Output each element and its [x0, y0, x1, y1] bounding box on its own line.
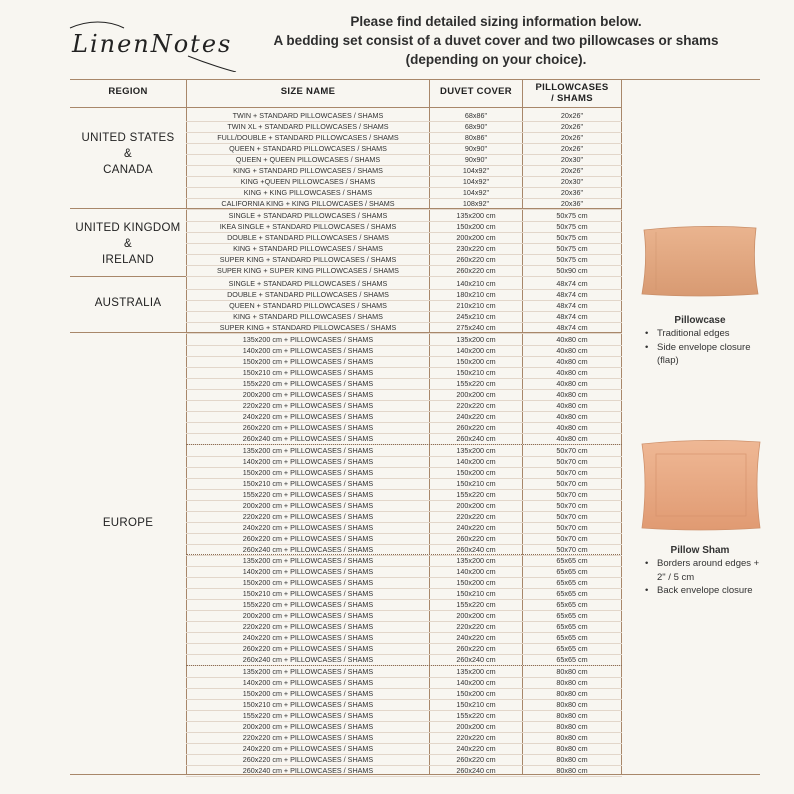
duvet-cover-cell: 220x220 cm: [456, 511, 496, 521]
pillowcase-cell: 65x65 cm: [556, 567, 588, 577]
pillowcase-cell: 40x80 cm: [556, 401, 588, 411]
size-name-cell: 155x220 cm + PILLOWCASES / SHAMS: [242, 710, 374, 720]
duvet-cover-cell: 140x200 cm: [456, 346, 496, 356]
size-name-cell: 135x200 cm + PILLOWCASES / SHAMS: [242, 335, 374, 344]
pillowcase-cell: 65x65 cm: [556, 622, 588, 632]
duvet-cover-cell: 260x240 cm: [456, 655, 496, 665]
duvet-cover-cell: 90x90": [464, 144, 488, 154]
col-header-duvet: DUVET COVER: [440, 86, 512, 97]
region-australia: [72, 295, 184, 311]
region-label-line: &: [124, 238, 132, 250]
size-name-cell: KING +QUEEN PILLOWCASES / SHAMS: [240, 177, 376, 187]
table-row: [186, 198, 622, 210]
intro-line-2: A bedding set consist of a duvet cover and two pillowcases or shams: [273, 33, 719, 48]
size-name-cell: 150x200 cm + PILLOWCASES / SHAMS: [242, 578, 374, 588]
pillowcase-cell: 20x30": [560, 155, 584, 165]
size-name-cell: 140x200 cm + PILLOWCASES / SHAMS: [242, 456, 374, 466]
pillowcase-cell: 65x65 cm: [556, 611, 588, 621]
pillowcase-cell: 50x75 cm: [556, 233, 588, 243]
table-row: [186, 322, 622, 334]
size-name-cell: SUPER KING + STANDARD PILLOWCASES / SHAMS: [219, 323, 397, 333]
size-name-cell: KING + STANDARD PILLOWCASES / SHAMS: [233, 244, 383, 254]
duvet-cover-cell: 260x220 cm: [456, 266, 496, 276]
bullet-icon: •: [645, 585, 649, 596]
size-name-cell: QUEEN + STANDARD PILLOWCASES / SHAMS: [229, 301, 387, 311]
pillowcase-cell: 80x80 cm: [556, 743, 588, 753]
pillowcase-cell: 40x80 cm: [556, 412, 588, 422]
duvet-cover-cell: 155x220 cm: [456, 600, 496, 610]
size-name-cell: 220x220 cm + PILLOWCASES / SHAMS: [242, 511, 374, 521]
pillowcase-cell: 48x74 cm: [556, 290, 588, 300]
size-name-cell: 260x220 cm + PILLOWCASES / SHAMS: [242, 754, 374, 764]
size-name-cell: 155x220 cm + PILLOWCASES / SHAMS: [242, 489, 374, 499]
duvet-cover-cell: 260x220 cm: [456, 533, 496, 543]
pillowcase-cell: 65x65 cm: [556, 644, 588, 654]
pillowcase-cell: 50x70 cm: [556, 467, 588, 477]
size-name-cell: 135x200 cm + PILLOWCASES / SHAMS: [242, 445, 374, 455]
region-label-line: UNITED KINGDOM: [75, 222, 181, 234]
region-label-line: CANADA: [103, 164, 153, 176]
table-row: [186, 765, 622, 777]
bullet-icon: •: [645, 341, 649, 353]
region-uk-ireland: [72, 220, 184, 268]
pillowcase-cell: 40x80 cm: [556, 390, 588, 400]
size-name-cell: 200x200 cm + PILLOWCASES / SHAMS: [242, 390, 374, 400]
pillowcase-cell: 20x36": [560, 199, 584, 209]
duvet-cover-cell: 260x220 cm: [456, 644, 496, 654]
duvet-cover-cell: 68x86": [464, 111, 488, 120]
size-name-cell: 260x220 cm + PILLOWCASES / SHAMS: [242, 423, 374, 433]
duvet-cover-cell: 135x200 cm: [456, 666, 496, 676]
duvet-cover-cell: 200x200 cm: [456, 390, 496, 400]
region-us-canada: [72, 130, 184, 178]
duvet-cover-cell: 240x220 cm: [456, 633, 496, 643]
duvet-cover-cell: 240x220 cm: [456, 743, 496, 753]
size-name-cell: 200x200 cm + PILLOWCASES / SHAMS: [242, 500, 374, 510]
duvet-cover-cell: 260x220 cm: [456, 255, 496, 265]
duvet-cover-cell: 135x200 cm: [456, 556, 496, 565]
col-header-pillowcases: [523, 82, 621, 104]
size-name-cell: 220x220 cm + PILLOWCASES / SHAMS: [242, 622, 374, 632]
size-name-cell: 135x200 cm + PILLOWCASES / SHAMS: [242, 556, 374, 565]
list-item: [645, 327, 765, 341]
size-name-cell: DOUBLE + STANDARD PILLOWCASES / SHAMS: [227, 233, 389, 243]
size-name-cell: 150x200 cm + PILLOWCASES / SHAMS: [242, 688, 374, 698]
pillowcase-cell: 50x70 cm: [556, 522, 588, 532]
duvet-cover-cell: 104x92": [462, 177, 490, 187]
pillowcase-cell: 48x74 cm: [556, 312, 588, 322]
pillow-sham-illustration-icon: [638, 438, 764, 534]
size-name-cell: CALIFORNIA KING + KING PILLOWCASES / SHAMS: [221, 199, 395, 209]
size-name-cell: 140x200 cm + PILLOWCASES / SHAMS: [242, 567, 374, 577]
pillowcase-cell: 20x26": [560, 122, 584, 132]
duvet-cover-cell: 260x240 cm: [456, 434, 496, 444]
duvet-cover-cell: 200x200 cm: [456, 721, 496, 731]
duvet-cover-cell: 135x200 cm: [456, 445, 496, 455]
size-name-cell: 140x200 cm + PILLOWCASES / SHAMS: [242, 677, 374, 687]
brand-logo: [68, 12, 238, 72]
duvet-cover-cell: 240x220 cm: [456, 522, 496, 532]
size-name-cell: FULL/DOUBLE + STANDARD PILLOWCASES / SHAMS: [217, 133, 399, 143]
pillowcase-cell: 80x80 cm: [556, 765, 588, 775]
size-name-cell: QUEEN + QUEEN PILLOWCASES / SHAMS: [235, 155, 381, 165]
duvet-cover-cell: 150x200 cm: [456, 578, 496, 588]
size-name-cell: 260x220 cm + PILLOWCASES / SHAMS: [242, 644, 374, 654]
duvet-cover-cell: 150x200 cm: [456, 688, 496, 698]
intro-text: [262, 12, 730, 69]
size-name-cell: IKEA SINGLE + STANDARD PILLOWCASES / SHAMS: [219, 222, 397, 232]
size-name-cell: 150x210 cm + PILLOWCASES / SHAMS: [242, 589, 374, 599]
col-header-pillowcases-line2: / SHAMS: [551, 93, 593, 104]
duvet-cover-cell: 220x220 cm: [456, 401, 496, 411]
pillowcase-feature-2: Side envelope closure (flap): [657, 341, 751, 366]
pillowcase-cell: 40x80 cm: [556, 423, 588, 433]
duvet-cover-cell: 140x200 cm: [456, 567, 496, 577]
region-label-line: EUROPE: [102, 517, 154, 529]
pillowcase-cell: 40x80 cm: [556, 368, 588, 378]
duvet-cover-cell: 240x220 cm: [456, 412, 496, 422]
pillowcase-cell: 80x80 cm: [556, 677, 588, 687]
pillowcase-cell: 20x36": [560, 188, 584, 198]
pillowcase-cell: 20x26": [560, 133, 584, 143]
duvet-cover-cell: 200x200 cm: [456, 500, 496, 510]
duvet-cover-cell: 220x220 cm: [456, 732, 496, 742]
size-name-cell: 150x210 cm + PILLOWCASES / SHAMS: [242, 478, 374, 488]
size-name-cell: TWIN XL + STANDARD PILLOWCASES / SHAMS: [227, 122, 389, 132]
intro-line-3: (depending on your choice).: [405, 52, 587, 67]
size-name-cell: 135x200 cm + PILLOWCASES / SHAMS: [242, 666, 374, 676]
pillowcase-cell: 50x70 cm: [556, 544, 588, 554]
region-label-line: AUSTRALIA: [94, 297, 162, 309]
size-name-cell: KING + KING PILLOWCASES / SHAMS: [243, 188, 373, 198]
duvet-cover-cell: 260x220 cm: [456, 423, 496, 433]
pillowcase-cell: 50x75 cm: [556, 244, 588, 254]
duvet-cover-cell: 80x86": [464, 133, 488, 143]
pillowcase-cell: 50x70 cm: [556, 511, 588, 521]
duvet-cover-cell: 140x200 cm: [456, 677, 496, 687]
pillowcase-cell: 40x80 cm: [556, 434, 588, 444]
duvet-cover-cell: 150x200 cm: [456, 357, 496, 367]
col-header-pillowcases-line1: PILLOWCASES: [535, 82, 609, 93]
duvet-cover-cell: 140x210 cm: [456, 279, 496, 288]
size-name-cell: 260x240 cm + PILLOWCASES / SHAMS: [242, 544, 374, 554]
intro-line-1: Please find detailed sizing information below.: [350, 14, 642, 29]
duvet-cover-cell: 155x220 cm: [456, 379, 496, 389]
table-top-rule: [70, 79, 760, 80]
duvet-cover-cell: 108x92": [462, 199, 490, 209]
duvet-cover-cell: 260x220 cm: [456, 754, 496, 764]
pillowcase-cell: 50x70 cm: [556, 445, 588, 455]
size-name-cell: KING + STANDARD PILLOWCASES / SHAMS: [233, 166, 383, 176]
duvet-cover-cell: 200x200 cm: [456, 611, 496, 621]
duvet-cover-cell: 135x200 cm: [456, 335, 496, 344]
header-bottom-rule: [70, 107, 622, 108]
table-row: [186, 265, 622, 277]
size-name-cell: 200x200 cm + PILLOWCASES / SHAMS: [242, 721, 374, 731]
duvet-cover-cell: 135x200 cm: [456, 211, 496, 220]
pillowcase-cell: 20x26": [560, 144, 584, 154]
duvet-cover-cell: 90x90": [464, 155, 488, 165]
pillowcase-cell: 65x65 cm: [556, 589, 588, 599]
pillowcase-illustration-icon: [636, 224, 764, 300]
duvet-cover-cell: 180x210 cm: [456, 290, 496, 300]
pillowcase-cell: 80x80 cm: [556, 710, 588, 720]
duvet-cover-cell: 155x220 cm: [456, 489, 496, 499]
pillowcase-cell: 80x80 cm: [556, 754, 588, 764]
duvet-cover-cell: 275x240 cm: [456, 323, 496, 333]
pillowcase-cell: 50x70 cm: [556, 533, 588, 543]
size-name-cell: 240x220 cm + PILLOWCASES / SHAMS: [242, 522, 374, 532]
size-name-cell: 150x210 cm + PILLOWCASES / SHAMS: [242, 368, 374, 378]
sham-feature-1: Borders around edges + 2" / 5 cm: [657, 558, 760, 583]
size-name-cell: 220x220 cm + PILLOWCASES / SHAMS: [242, 401, 374, 411]
pillowcase-cell: 48x74 cm: [556, 323, 588, 333]
pillowcase-cell: 20x26": [560, 111, 584, 120]
size-name-cell: 260x240 cm + PILLOWCASES / SHAMS: [242, 655, 374, 665]
pillowcase-cell: 50x90 cm: [556, 266, 588, 276]
size-name-cell: SUPER KING + SUPER KING PILLOWCASES / SHAMS: [217, 266, 399, 276]
pillowcase-cell: 50x70 cm: [556, 500, 588, 510]
size-name-cell: 240x220 cm + PILLOWCASES / SHAMS: [242, 412, 374, 422]
region-europe: [72, 515, 184, 531]
pillowcase-cell: 50x70 cm: [556, 456, 588, 466]
size-name-cell: 150x210 cm + PILLOWCASES / SHAMS: [242, 699, 374, 709]
list-item: [645, 557, 765, 584]
duvet-cover-cell: 150x200 cm: [456, 467, 496, 477]
col-header-region: REGION: [108, 86, 148, 97]
duvet-cover-cell: 200x200 cm: [456, 233, 496, 243]
pillowcase-cell: 50x75 cm: [556, 211, 588, 220]
pillow-sham-title: Pillow Sham: [670, 545, 730, 556]
pillow-sham-features: [645, 557, 765, 598]
duvet-cover-cell: 260x240 cm: [456, 544, 496, 554]
pillowcase-cell: 50x70 cm: [556, 489, 588, 499]
size-name-cell: QUEEN + STANDARD PILLOWCASES / SHAMS: [229, 144, 387, 154]
pillowcase-cell: 40x80 cm: [556, 357, 588, 367]
pillowcase-cell: 48x74 cm: [556, 279, 588, 288]
pillowcase-features: [645, 327, 765, 368]
duvet-cover-cell: 150x210 cm: [456, 478, 496, 488]
pillowcase-cell: 40x80 cm: [556, 379, 588, 389]
duvet-cover-cell: 260x240 cm: [456, 765, 496, 775]
size-name-cell: 240x220 cm + PILLOWCASES / SHAMS: [242, 743, 374, 753]
pillowcase-cell: 20x30": [560, 177, 584, 187]
col-header-size-name: SIZE NAME: [280, 86, 336, 97]
duvet-cover-cell: 104x92": [462, 166, 490, 176]
size-name-cell: 150x200 cm + PILLOWCASES / SHAMS: [242, 467, 374, 477]
size-name-cell: 260x220 cm + PILLOWCASES / SHAMS: [242, 533, 374, 543]
size-name-cell: 155x220 cm + PILLOWCASES / SHAMS: [242, 379, 374, 389]
list-item: [645, 584, 765, 598]
logo-text: LinenNotes: [72, 30, 233, 58]
size-name-cell: 260x240 cm + PILLOWCASES / SHAMS: [242, 434, 374, 444]
duvet-cover-cell: 230x220 cm: [456, 244, 496, 254]
pillowcase-cell: 65x65 cm: [556, 655, 588, 665]
duvet-cover-cell: 155x220 cm: [456, 710, 496, 720]
pillowcase-cell: 80x80 cm: [556, 688, 588, 698]
size-name-cell: 140x200 cm + PILLOWCASES / SHAMS: [242, 346, 374, 356]
pillowcase-cell: 65x65 cm: [556, 633, 588, 643]
pillowcase-cell: 40x80 cm: [556, 335, 588, 344]
size-name-cell: SINGLE + STANDARD PILLOWCASES / SHAMS: [228, 211, 388, 220]
size-name-cell: DOUBLE + STANDARD PILLOWCASES / SHAMS: [227, 290, 389, 300]
pillowcase-cell: 65x65 cm: [556, 600, 588, 610]
duvet-cover-cell: 150x210 cm: [456, 589, 496, 599]
sham-feature-2: Back envelope closure: [657, 585, 753, 596]
pillowcase-cell: 80x80 cm: [556, 732, 588, 742]
pillowcase-cell: 50x70 cm: [556, 478, 588, 488]
duvet-cover-cell: 150x210 cm: [456, 699, 496, 709]
duvet-cover-cell: 104x92": [462, 188, 490, 198]
duvet-cover-cell: 68x90": [464, 122, 488, 132]
pillowcase-cell: 80x80 cm: [556, 721, 588, 731]
size-name-cell: 150x200 cm + PILLOWCASES / SHAMS: [242, 357, 374, 367]
duvet-cover-cell: 245x210 cm: [456, 312, 496, 322]
size-name-cell: TWIN + STANDARD PILLOWCASES / SHAMS: [232, 111, 384, 120]
bullet-icon: •: [645, 328, 649, 339]
pillowcase-cell: 80x80 cm: [556, 666, 588, 676]
size-name-cell: 240x220 cm + PILLOWCASES / SHAMS: [242, 633, 374, 643]
size-name-cell: 200x200 cm + PILLOWCASES / SHAMS: [242, 611, 374, 621]
pillowcase-cell: 80x80 cm: [556, 699, 588, 709]
size-name-cell: SUPER KING + STANDARD PILLOWCASES / SHAMS: [219, 255, 397, 265]
pillowcase-cell: 50x75 cm: [556, 222, 588, 232]
bullet-icon: •: [645, 558, 649, 569]
duvet-cover-cell: 150x210 cm: [456, 368, 496, 378]
duvet-cover-cell: 210x210 cm: [456, 301, 496, 311]
pillowcase-cell: 40x80 cm: [556, 346, 588, 356]
region-label-line: &: [124, 148, 132, 160]
region-label-line: IRELAND: [102, 254, 154, 266]
duvet-cover-cell: 150x200 cm: [456, 222, 496, 232]
pillowcase-feature-1: Traditional edges: [657, 328, 730, 339]
size-name-cell: SINGLE + STANDARD PILLOWCASES / SHAMS: [228, 279, 388, 288]
size-name-cell: 220x220 cm + PILLOWCASES / SHAMS: [242, 732, 374, 742]
size-name-cell: KING + STANDARD PILLOWCASES / SHAMS: [233, 312, 383, 322]
pillowcase-cell: 50x75 cm: [556, 255, 588, 265]
list-item: [645, 341, 765, 368]
pillowcase-cell: 20x26": [560, 166, 584, 176]
duvet-cover-cell: 220x220 cm: [456, 622, 496, 632]
size-name-cell: 260x240 cm + PILLOWCASES / SHAMS: [242, 765, 374, 775]
pillowcase-cell: 48x74 cm: [556, 301, 588, 311]
pillowcase-title: Pillowcase: [674, 315, 726, 326]
size-name-cell: 155x220 cm + PILLOWCASES / SHAMS: [242, 600, 374, 610]
region-label-line: UNITED STATES: [81, 132, 175, 144]
duvet-cover-cell: 140x200 cm: [456, 456, 496, 466]
pillowcase-cell: 65x65 cm: [556, 578, 588, 588]
pillowcase-cell: 65x65 cm: [556, 556, 588, 565]
